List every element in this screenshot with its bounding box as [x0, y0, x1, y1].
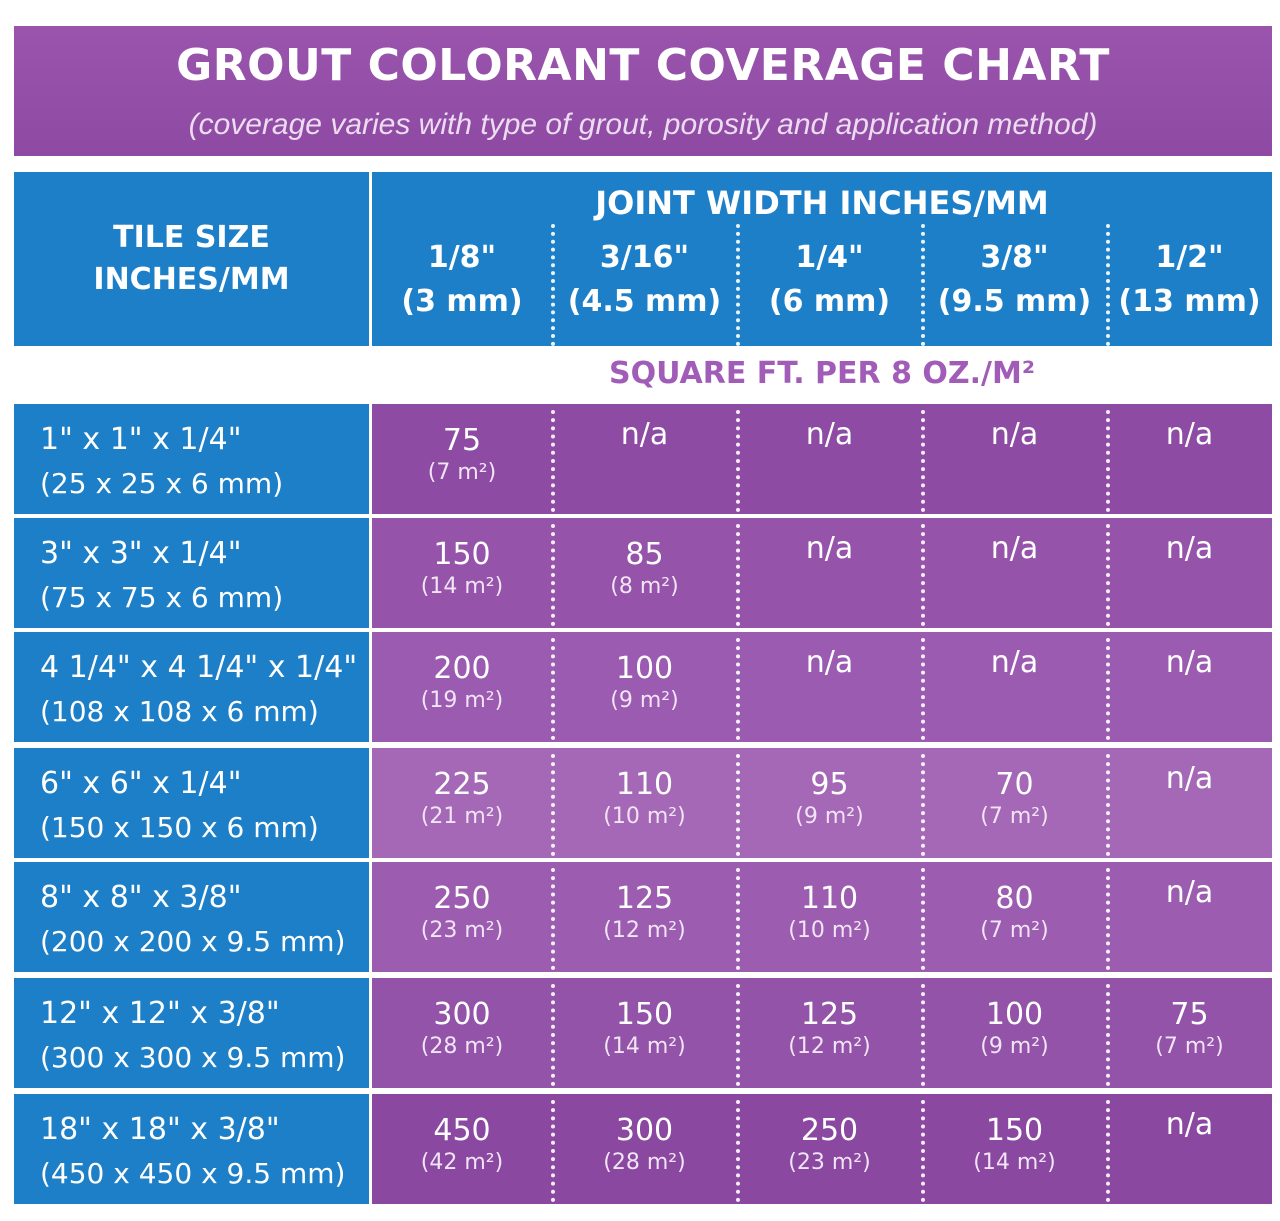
coverage-cell	[922, 632, 1107, 742]
column-header	[552, 236, 737, 336]
coverage-metric: (14 m²)	[603, 1034, 686, 1059]
column-separator	[551, 524, 555, 626]
tile-size-header-line2: INCHES/MM	[93, 262, 290, 297]
coverage-cell	[552, 518, 737, 628]
chart-subtitle: (coverage varies with type of grout, porosity and application method)	[188, 108, 1098, 141]
tile-size-mm: (450 x 450 x 9.5 mm)	[40, 1157, 346, 1190]
tile-size-inches: 12" x 12" x 3/8"	[40, 996, 280, 1031]
column-header	[737, 236, 922, 336]
coverage-metric: (42 m²)	[420, 1150, 504, 1175]
tile-size-header-line1: TILE SIZE	[113, 220, 270, 255]
tile-size-cell	[14, 1094, 369, 1204]
coverage-cell	[372, 404, 552, 514]
coverage-value: 300	[615, 1113, 674, 1148]
column-header-inch: 3/16"	[599, 240, 690, 275]
coverage-cell	[737, 862, 922, 972]
coverage-cell	[552, 632, 737, 742]
coverage-value: 110	[615, 767, 674, 802]
coverage-value: 125	[800, 997, 859, 1032]
coverage-metric: (28 m²)	[420, 1034, 504, 1059]
column-header	[1107, 236, 1272, 336]
column-separator	[551, 638, 555, 740]
column-header	[372, 236, 552, 336]
column-separator	[1106, 224, 1110, 346]
column-header-inch: 1/2"	[1155, 240, 1224, 275]
coverage-value: n/a	[620, 417, 669, 452]
column-separator	[1106, 984, 1110, 1086]
tile-size-inches: 1" x 1" x 1/4"	[40, 422, 242, 457]
coverage-metric: (7 m²)	[980, 804, 1049, 829]
coverage-cell	[1107, 862, 1272, 972]
coverage-cell	[737, 978, 922, 1088]
coverage-cell	[1107, 978, 1272, 1088]
coverage-cell	[737, 748, 922, 858]
tile-size-header	[14, 172, 369, 346]
coverage-value: n/a	[1165, 1107, 1214, 1142]
coverage-value: 70	[995, 767, 1034, 802]
coverage-metric: (21 m²)	[420, 804, 504, 829]
coverage-value: 150	[433, 537, 491, 572]
coverage-value: n/a	[805, 417, 854, 452]
column-separator	[921, 868, 925, 970]
column-header	[922, 236, 1107, 336]
coverage-cell	[372, 1094, 552, 1204]
column-separator	[1106, 1100, 1110, 1202]
tile-size-mm: (108 x 108 x 6 mm)	[40, 695, 319, 728]
column-separator	[1106, 868, 1110, 970]
tile-size-cell	[14, 748, 369, 858]
coverage-value: 200	[433, 651, 491, 686]
coverage-value: 125	[615, 881, 674, 916]
unit-label: SQUARE FT. PER 8 OZ./M²	[609, 356, 1035, 391]
coverage-cell	[922, 978, 1107, 1088]
coverage-value: 150	[615, 997, 674, 1032]
column-separator	[1106, 754, 1110, 856]
coverage-value: 225	[433, 767, 491, 802]
coverage-value: 95	[810, 767, 849, 802]
tile-size-cell	[14, 518, 369, 628]
coverage-cell	[1107, 404, 1272, 514]
column-separator	[921, 524, 925, 626]
column-header-inch: 1/8"	[427, 240, 497, 275]
coverage-cell	[372, 518, 552, 628]
coverage-metric: (19 m²)	[420, 688, 504, 713]
coverage-cell	[922, 1094, 1107, 1204]
coverage-value: n/a	[1165, 417, 1214, 452]
coverage-metric: (23 m²)	[420, 918, 504, 943]
coverage-cell	[552, 404, 737, 514]
tile-size-inches: 8" x 8" x 3/8"	[40, 880, 242, 915]
coverage-cell	[552, 1094, 737, 1204]
coverage-cell	[552, 978, 737, 1088]
coverage-metric: (7 m²)	[427, 460, 497, 485]
coverage-metric: (10 m²)	[603, 804, 686, 829]
coverage-cell	[1107, 1094, 1272, 1204]
coverage-cell	[1107, 518, 1272, 628]
coverage-metric: (7 m²)	[980, 918, 1049, 943]
title-banner	[14, 26, 1272, 156]
tile-size-mm: (300 x 300 x 9.5 mm)	[40, 1041, 346, 1074]
column-separator	[1106, 638, 1110, 740]
coverage-value: 300	[433, 997, 491, 1032]
coverage-value: n/a	[1165, 761, 1214, 796]
coverage-cell	[372, 978, 552, 1088]
column-separator	[1106, 524, 1110, 626]
coverage-value: 100	[615, 651, 674, 686]
column-header-mm: (9.5 mm)	[937, 284, 1092, 319]
coverage-cell	[737, 404, 922, 514]
column-separator	[736, 868, 740, 970]
column-separator	[736, 224, 740, 346]
column-separator	[921, 984, 925, 1086]
coverage-value: 250	[433, 881, 491, 916]
coverage-value: 250	[800, 1113, 859, 1148]
tile-size-mm: (150 x 150 x 6 mm)	[40, 811, 319, 844]
column-header-inch: 3/8"	[980, 240, 1049, 275]
coverage-metric: (28 m²)	[603, 1150, 686, 1175]
column-separator	[551, 984, 555, 1086]
tile-size-cell	[14, 632, 369, 742]
column-separator	[551, 1100, 555, 1202]
column-separator	[736, 984, 740, 1086]
column-separator	[736, 524, 740, 626]
coverage-value: 75	[1170, 997, 1209, 1032]
tile-size-mm: (200 x 200 x 9.5 mm)	[40, 925, 346, 958]
coverage-cell	[372, 632, 552, 742]
column-separator	[551, 410, 555, 512]
coverage-value: n/a	[1165, 645, 1214, 680]
coverage-cell	[922, 748, 1107, 858]
coverage-cell	[737, 518, 922, 628]
coverage-cell	[922, 404, 1107, 514]
column-header-mm: (4.5 mm)	[567, 284, 722, 319]
coverage-cell	[372, 862, 552, 972]
coverage-metric: (12 m²)	[603, 918, 686, 943]
coverage-cell	[737, 1094, 922, 1204]
column-separator	[921, 754, 925, 856]
tile-size-inches: 18" x 18" x 3/8"	[40, 1112, 280, 1147]
coverage-cell	[1107, 748, 1272, 858]
coverage-metric: (9 m²)	[980, 1034, 1049, 1059]
column-separator	[551, 754, 555, 856]
coverage-value: n/a	[1165, 531, 1214, 566]
coverage-value: 75	[442, 423, 482, 458]
column-separator	[921, 224, 925, 346]
coverage-metric: (14 m²)	[973, 1150, 1056, 1175]
column-separator	[921, 638, 925, 740]
coverage-value: n/a	[990, 417, 1039, 452]
column-header-inch: 1/4"	[795, 240, 864, 275]
coverage-cell	[1107, 632, 1272, 742]
coverage-metric: (10 m²)	[788, 918, 871, 943]
coverage-metric: (7 m²)	[1155, 1034, 1224, 1059]
coverage-cell	[552, 862, 737, 972]
column-separator	[551, 868, 555, 970]
coverage-cell	[552, 748, 737, 858]
coverage-value: n/a	[805, 645, 854, 680]
column-header-mm: (6 mm)	[768, 284, 891, 319]
coverage-value: 100	[985, 997, 1044, 1032]
coverage-metric: (9 m²)	[610, 688, 679, 713]
column-separator	[736, 638, 740, 740]
tile-size-cell	[14, 978, 369, 1088]
column-separator	[736, 410, 740, 512]
coverage-value: n/a	[990, 645, 1039, 680]
column-header-mm: (13 mm)	[1118, 284, 1261, 319]
coverage-cell	[922, 862, 1107, 972]
coverage-metric: (9 m²)	[795, 804, 864, 829]
coverage-metric: (14 m²)	[420, 574, 504, 599]
coverage-value: 85	[625, 537, 664, 572]
coverage-cell	[372, 748, 552, 858]
coverage-value: 110	[800, 881, 859, 916]
chart-title: GROUT COLORANT COVERAGE CHART	[176, 40, 1110, 91]
column-separator	[921, 410, 925, 512]
tile-size-inches: 3" x 3" x 1/4"	[40, 536, 242, 571]
column-separator	[736, 754, 740, 856]
coverage-value: 450	[433, 1113, 491, 1148]
coverage-value: 150	[985, 1113, 1044, 1148]
column-header-mm: (3 mm)	[401, 284, 523, 319]
tile-size-mm: (75 x 75 x 6 mm)	[40, 581, 284, 614]
coverage-value: 80	[995, 881, 1034, 916]
coverage-value: n/a	[1165, 875, 1214, 910]
joint-width-title: JOINT WIDTH INCHES/MM	[595, 184, 1049, 222]
column-separator	[1106, 410, 1110, 512]
tile-size-cell	[14, 404, 369, 514]
coverage-metric: (12 m²)	[788, 1034, 871, 1059]
coverage-value: n/a	[990, 531, 1039, 566]
coverage-cell	[737, 632, 922, 742]
tile-size-mm: (25 x 25 x 6 mm)	[40, 467, 284, 500]
column-separator	[551, 224, 555, 346]
coverage-metric: (8 m²)	[610, 574, 679, 599]
tile-size-inches: 4 1/4" x 4 1/4" x 1/4"	[40, 650, 358, 685]
coverage-value: n/a	[805, 531, 854, 566]
column-separator	[921, 1100, 925, 1202]
coverage-metric: (23 m²)	[788, 1150, 871, 1175]
column-separator	[736, 1100, 740, 1202]
tile-size-cell	[14, 862, 369, 972]
coverage-cell	[922, 518, 1107, 628]
tile-size-inches: 6" x 6" x 1/4"	[40, 766, 242, 801]
